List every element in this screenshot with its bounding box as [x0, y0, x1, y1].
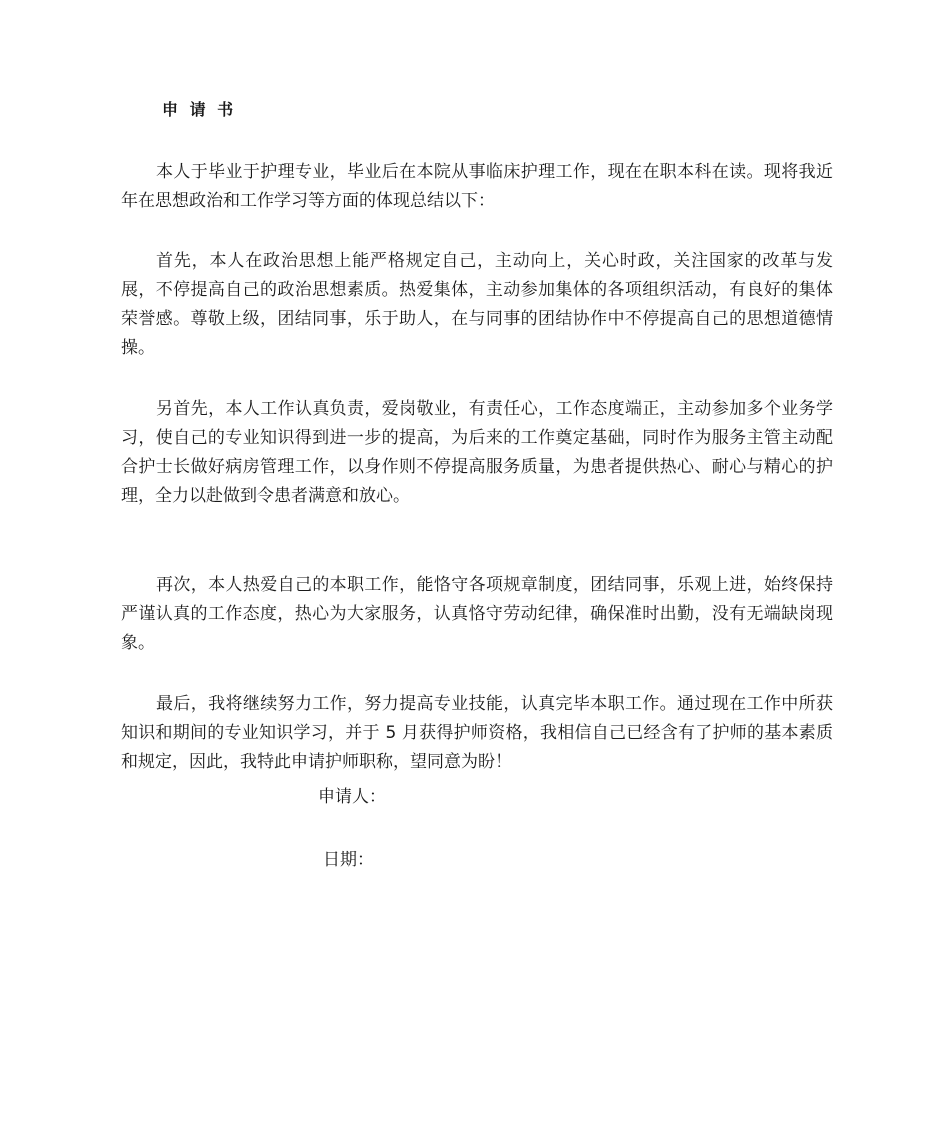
conclusion-paragraph: 最后，我将继续努力工作，努力提高专业技能，认真完毕本职工作。通过现在工作中所获知识和期间的专业知识学习，并于 5 月获得护师资格，我相信自己已经含有了护师的基本素质和规定，因此，我特此申请护师职称，望同意为盼！ [121, 694, 833, 772]
political-paragraph: 首先，本人在政治思想上能严格规定自己，主动向上，关心时政，关注国家的改革与发展，不停提高自己的政治思想素质。热爱集体，主动参加集体的各项组织活动，有良好的集体荣誉感。尊敬上级，团结同事，乐于助人，在与同事的团结协作中不停提高自己的思想道德情操。 [121, 251, 833, 358]
document-title: 申 请 书 [162, 100, 237, 119]
intro-paragraph: 本人于毕业于护理专业，毕业后在本院从事临床护理工作，现在在职本科在读。现将我近年在思想政治和工作学习等方面的体现总结以下： [121, 162, 833, 211]
discipline-paragraph: 再次，本人热爱自己的本职工作，能恪守各项规章制度，团结同事，乐观上进，始终保持严谨认真的工作态度，热心为大家服务，认真恪守劳动纪律，确保准时出勤，没有无端缺岗现象。 [121, 575, 833, 653]
date-label: 日期： [323, 850, 374, 870]
applicant-label: 申请人： [318, 787, 386, 807]
work-paragraph: 另首先，本人工作认真负责，爱岗敬业，有责任心，工作态度端正，主动参加多个业务学习，使自己的专业知识得到进一步的提高，为后来的工作奠定基础，同时作为服务主管主动配合护士长做好病房管理工作，以身作则不停提高服务质量，为患者提供热心、耐心与精心的护理，全力以赴做到令患者满意和放心。 [121, 399, 833, 506]
